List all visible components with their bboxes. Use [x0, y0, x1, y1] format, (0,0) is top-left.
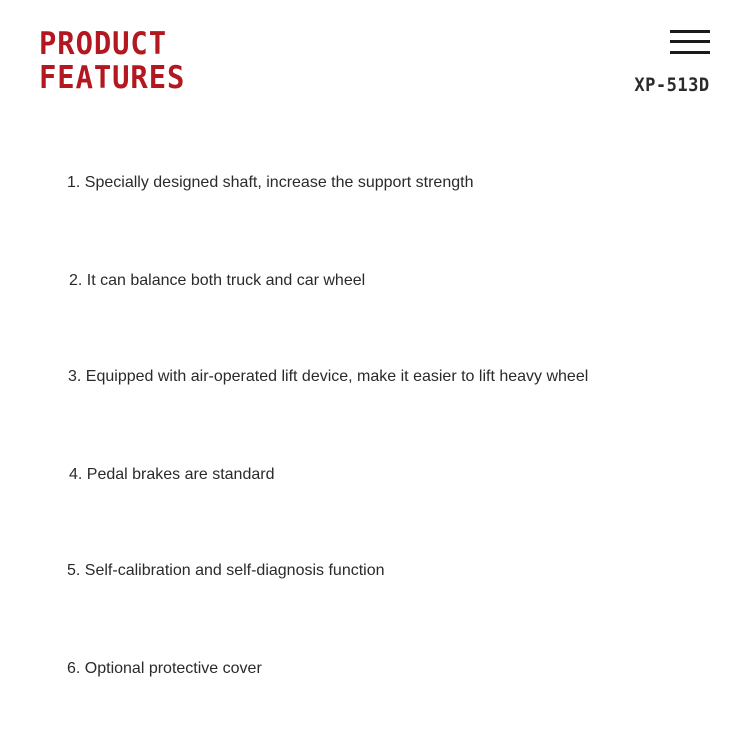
menu-bar: [670, 30, 710, 33]
menu-bar: [670, 40, 710, 43]
feature-item-1: 1. Specially designed shaft, increase the support strength: [67, 174, 474, 191]
feature-item-6: 6. Optional protective cover: [67, 660, 262, 677]
model-number: XP-513D: [634, 74, 710, 96]
page-title-line-1: PRODUCT: [39, 26, 168, 62]
feature-item-3: 3. Equipped with air-operated lift device, make it easier to lift heavy wheel: [68, 368, 589, 385]
menu-bar: [670, 51, 710, 54]
feature-item-2: 2. It can balance both truck and car wheel: [69, 272, 366, 289]
feature-item-5: 5. Self-calibration and self-diagnosis function: [67, 562, 385, 579]
page-title-line-2: FEATURES: [39, 60, 186, 96]
hamburger-menu-icon[interactable]: [670, 30, 710, 54]
page-title: [39, 27, 185, 95]
feature-item-4: 4. Pedal brakes are standard: [69, 466, 275, 483]
